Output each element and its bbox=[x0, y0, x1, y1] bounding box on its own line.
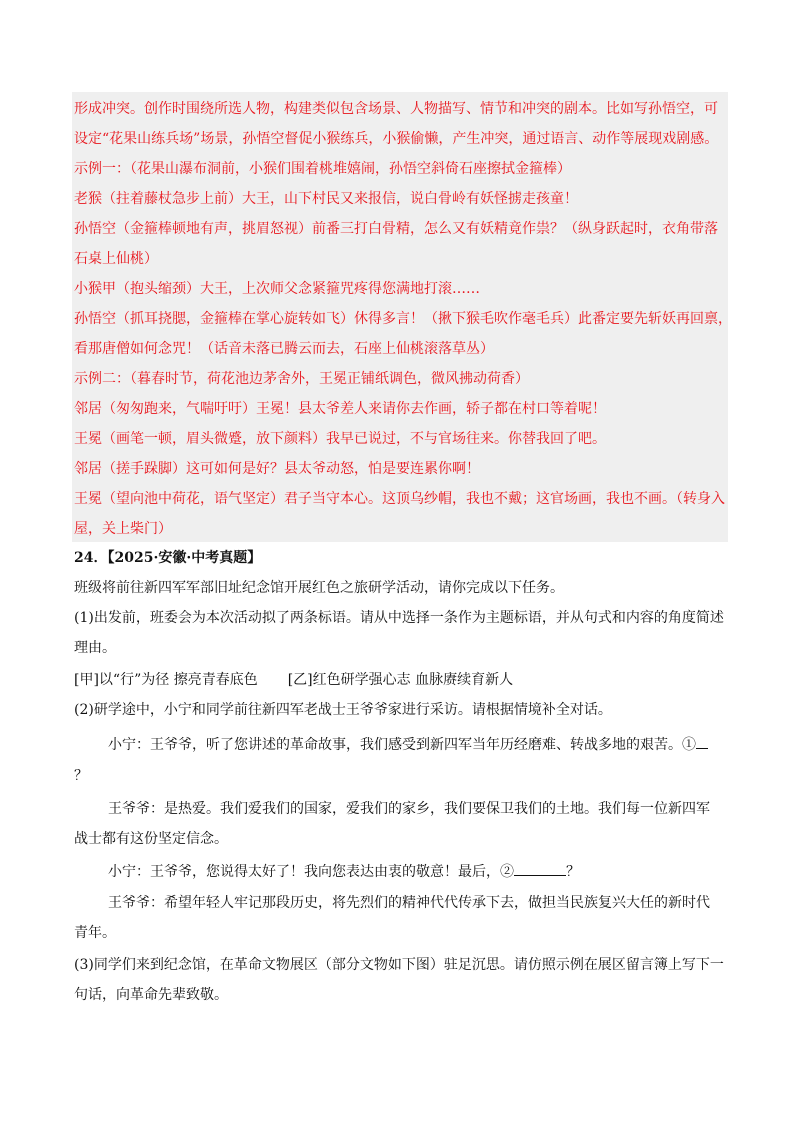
dialog-line-2-cont: 战士都有这份坚定信念。 bbox=[74, 831, 228, 847]
task-1-line-2: 理由。 bbox=[74, 640, 116, 656]
slogan-a: [甲]以“行”为径 擦亮青春底色 bbox=[74, 672, 258, 688]
question-intro: 班级将前往新四军军部旧址纪念馆开展红色之旅研学活动，请你完成以下任务。 bbox=[74, 580, 564, 596]
answer-line: 王冕（画笔一顿，眉头微蹙，放下颜料）我早已说过，不与官场往来。你替我回了吧。 bbox=[74, 431, 606, 447]
answer-line: 小猴甲（抱头缩颈）大王，上次师父念紧箍咒疼得您满地打滚…… bbox=[74, 281, 480, 297]
dialog-line-4-cont: 青年。 bbox=[74, 925, 116, 941]
dialog-text: 小宁：王爷爷，听了您讲述的革命故事，我们感受到新四军当年历经磨难、转战多地的艰苦。① bbox=[108, 737, 696, 753]
dialog-text: 小宁：王爷爷，您说得太好了！我向您表达由衷的敬意！最后，② bbox=[108, 864, 514, 880]
question-number: 24． bbox=[74, 550, 108, 566]
task-3-line-1: (3)同学们来到纪念馆，在革命文物展区（部分文物如下图）驻足沉思。请仿照示例在展区留言簿上写下一 bbox=[74, 957, 724, 973]
answer-line: 设定“花果山练兵场”场景，孙悟空督促小猴练兵，小猴偷懒，产生冲突，通过语言、动作等展现戏剧感。 bbox=[74, 131, 719, 147]
question-header bbox=[74, 550, 734, 566]
answer-line: 示例一：（花果山瀑布洞前，小猴们围着桃堆嬉闹，孙悟空斜倚石座擦拭金箍棒） bbox=[74, 161, 571, 177]
dialog-end: ？ bbox=[566, 864, 580, 880]
dialog-line-1-end: ？ bbox=[74, 768, 88, 784]
task-3-line-2: 句话，向革命先辈致敬。 bbox=[74, 987, 228, 1003]
answer-line: 邻居（搓手跺脚）这可如何是好？县太爷动怒，怕是要连累你啊！ bbox=[74, 461, 480, 477]
answer-line: 石桌上仙桃） bbox=[74, 251, 158, 267]
dialog-line-4: 王爷爷：希望年轻人牢记那段历史，将先烈们的精神代代传承下去，做担当民族复兴大任的新时代 bbox=[108, 895, 710, 911]
answer-line: 王冕（望向池中荷花，语气坚定）君子当守本心。这顶乌纱帽，我也不戴；这官场画，我也不画。（转身入 bbox=[74, 491, 725, 507]
slogan-b: [乙]红色研学强心志 血脉赓续育新人 bbox=[287, 672, 514, 688]
answer-blank-2[interactable] bbox=[514, 863, 566, 876]
task-1-line-1: (1)出发前，班委会为本次活动拟了两条标语。请从中选择一条作为主题标语，并从句式和内容的角度简述 bbox=[74, 610, 724, 626]
dialog-line-3 bbox=[108, 863, 768, 880]
task-2: (2)研学途中，小宁和同学前往新四军老战士王爷爷家进行采访。请根据情境补全对话。 bbox=[74, 702, 612, 718]
answer-line: 孙悟空（金箍棒顿地有声，挑眉怒视）前番三打白骨精，怎么又有妖精竟作祟？（纵身跃起时，衣角带落 bbox=[74, 221, 718, 237]
dialog-line-1 bbox=[108, 736, 768, 753]
slogan-row bbox=[74, 672, 734, 688]
answer-line: 老猴（拄着藤杖急步上前）大王，山下村民又来报信，说白骨岭有妖怪掳走孩童！ bbox=[74, 191, 578, 207]
answer-line: 看那唐僧如何念咒！（话音未落已腾云而去，石座上仙桃滚落草丛） bbox=[74, 341, 494, 357]
answer-line: 邻居（匆匆跑来，气喘吁吁）王冕！县太爷差人来请你去作画，轿子都在村口等着呢！ bbox=[74, 401, 606, 417]
dialog-line-2: 王爷爷：是热爱。我们爱我们的国家，爱我们的家乡，我们要保卫我们的土地。我们每一位新四军 bbox=[108, 801, 710, 817]
question-source: 【2025·安徽·中考真题】 bbox=[107, 550, 262, 566]
answer-blank-1[interactable] bbox=[696, 736, 708, 749]
answer-line: 孙悟空（抓耳挠腮，金箍棒在掌心旋转如飞）休得多言！（揪下猴毛吹作毫毛兵）此番定要先斩妖再回禀， bbox=[74, 311, 732, 327]
answer-line: 屋，关上柴门） bbox=[74, 521, 172, 537]
answer-line: 形成冲突。创作时围绕所选人物，构建类似包含场景、人物描写、情节和冲突的剧本。比如写孙悟空，可 bbox=[74, 101, 718, 117]
answer-line: 示例二：（暮春时节，荷花池边茅舍外，王冕正铺纸调色，微风拂动荷香） bbox=[74, 371, 529, 387]
